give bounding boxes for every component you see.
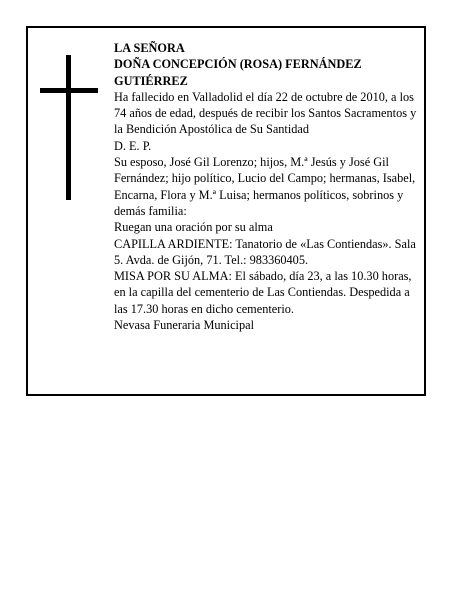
deceased-name: DOÑA CONCEPCIÓN (ROSA) FERNÁNDEZ GUTIÉRREZ: [114, 57, 362, 88]
notice-body: [114, 40, 426, 333]
chapel-info: CAPILLA ARDIENTE: Tanatorio de «Las Contiendas». Sala 5. Avda. de Gijón, 71. Tel.: 983360405.: [114, 236, 416, 267]
cross-vertical-bar: [66, 55, 71, 200]
death-announcement: Ha fallecido en Valladolid el día 22 de octubre de 2010, a los 74 años de edad, después de recibir los Santos Sacramentos y la Bendición Apostólica de Su Santidad: [114, 89, 417, 137]
cross-icon: [40, 55, 100, 200]
obituary-notice: [26, 26, 426, 396]
funeral-home: Nevasa Funeraria Municipal: [114, 318, 254, 333]
notice-title: LA SEÑORA: [114, 41, 185, 55]
family-list: Su esposo, José Gil Lorenzo; hijos, M.ª Jesús y José Gil Fernández; hijo político, Lucio del Campo; hermanas, Isabel, Encarna, Flora y M.ª Luisa; hermanos políticos, sobrinos y demás familia:: [114, 155, 416, 218]
prayer-request: Ruegan una oración por su alma: [114, 220, 273, 235]
cross-horizontal-bar: [40, 88, 98, 93]
rip-line: D. E. P.: [114, 138, 152, 153]
mass-info: MISA POR SU ALMA: El sábado, día 23, a las 10.30 horas, en la capilla del cementerio de Las Contiendas. Despedida a las 17.30 horas en dicho cementerio.: [114, 269, 412, 316]
